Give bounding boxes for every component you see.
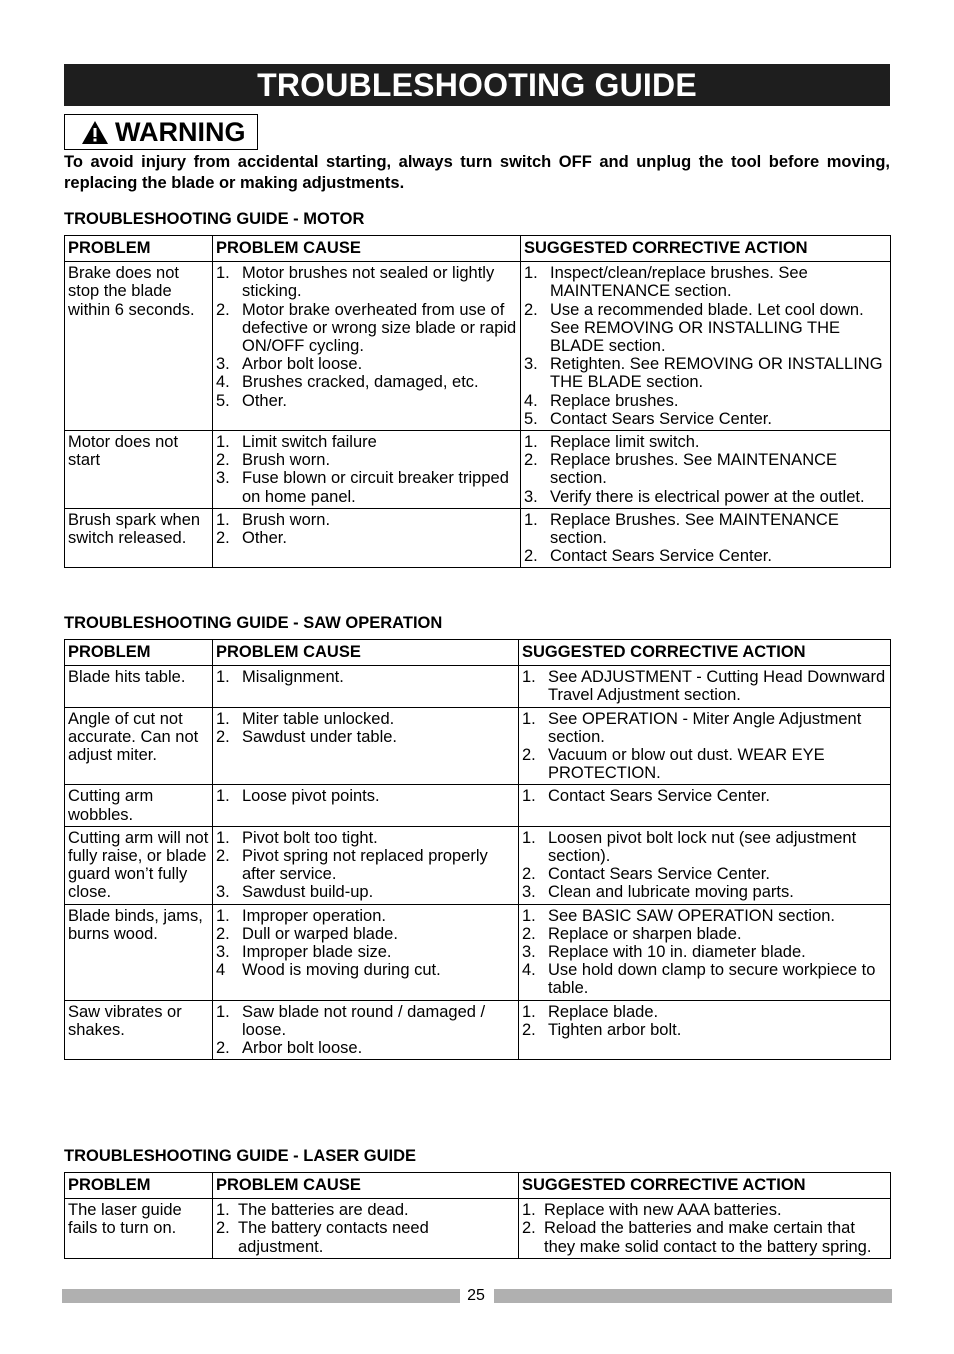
- item-number: 1.: [216, 709, 230, 728]
- item-text: Improper blade size.: [242, 943, 392, 962]
- item-text: Other.: [242, 391, 287, 410]
- action-item: [522, 668, 887, 704]
- action-item: [524, 392, 887, 410]
- action-item: [522, 865, 887, 883]
- item-number: 1.: [216, 510, 230, 529]
- section-title-laser-guide: TROUBLESHOOTING GUIDE - LASER GUIDE: [64, 1147, 417, 1165]
- table-header-row: [65, 1173, 891, 1199]
- item-text: Replace blade.: [548, 1002, 659, 1021]
- item-number: 2.: [522, 924, 536, 943]
- item-text: Replace limit switch.: [550, 433, 700, 452]
- problem-cell: Brake does not stop the blade within 6 seconds.: [65, 262, 213, 431]
- item-number: 3.: [522, 943, 536, 962]
- action-item: [524, 410, 887, 428]
- item-text: Loosen pivot bolt lock nut (see adjustment section).: [548, 828, 857, 866]
- action-item: [522, 829, 887, 865]
- laser-guide-table: [64, 1172, 891, 1259]
- header-problem: PROBLEM: [65, 236, 213, 262]
- item-text: Replace with 10 in. diameter blade.: [548, 943, 806, 962]
- table-header-row: [65, 640, 891, 666]
- header-corrective-action: SUGGESTED CORRECTIVE ACTION: [519, 1173, 891, 1199]
- cause-item: [216, 301, 517, 356]
- item-text: Use a recommended blade. Let cool down. See REMOVING OR INSTALLING THE BLADE section.: [550, 300, 864, 356]
- item-number: 2.: [216, 727, 230, 746]
- item-number: 1.: [522, 668, 536, 687]
- cause-item: [216, 1039, 515, 1057]
- item-text: Sawdust under table.: [242, 727, 398, 746]
- header-problem-cause: PROBLEM CAUSE: [213, 1173, 519, 1199]
- item-text: Verify there is electrical power at the outlet.: [550, 487, 865, 506]
- action-cell: [519, 785, 891, 826]
- item-text: Arbor bolt loose.: [242, 1039, 363, 1058]
- action-cell: [519, 904, 891, 1000]
- item-number: 3.: [216, 469, 230, 488]
- action-item: [524, 264, 887, 300]
- item-text: Saw blade not round / damaged / loose.: [242, 1002, 486, 1039]
- item-number: 1.: [522, 828, 536, 847]
- warning-label: WARNING: [115, 116, 246, 147]
- action-item: [522, 961, 887, 997]
- footer-bar-left: [62, 1289, 460, 1303]
- cause-item: [216, 433, 517, 451]
- cause-item: [216, 710, 515, 728]
- action-cell: [519, 707, 891, 785]
- warning-triangle-icon: [81, 120, 109, 145]
- cause-item: [216, 1219, 515, 1255]
- action-cell: [521, 431, 891, 509]
- item-text: Loose pivot points.: [242, 787, 380, 806]
- item-text: Replace or sharpen blade.: [548, 924, 742, 943]
- item-text: Replace Brushes. See MAINTENANCE section.: [550, 510, 839, 548]
- item-number: 2.: [522, 1020, 536, 1039]
- item-number: 2.: [216, 300, 230, 319]
- item-text: Retighten. See REMOVING OR INSTALLING THE BLADE section.: [550, 355, 883, 392]
- item-text: Other.: [242, 529, 287, 548]
- action-item: [524, 511, 887, 547]
- item-text: Sawdust build-up.: [242, 883, 374, 902]
- problem-cell: Angle of cut not accurate. Can not adjust miter.: [65, 707, 213, 785]
- action-item: [522, 1003, 887, 1021]
- action-item: [522, 943, 887, 961]
- table-row: [65, 431, 891, 509]
- cause-item: [216, 1201, 515, 1219]
- item-number: 3.: [524, 487, 538, 506]
- action-cell: [519, 1199, 891, 1259]
- cause-cell: [213, 508, 521, 568]
- item-number: 1.: [524, 264, 538, 283]
- item-text: Replace brushes.: [550, 391, 679, 410]
- header-problem: PROBLEM: [65, 640, 213, 666]
- item-number: 1.: [216, 1002, 230, 1021]
- item-number: 1.: [216, 828, 230, 847]
- cause-item: [216, 264, 517, 300]
- action-item: [522, 907, 887, 925]
- action-item: [524, 433, 887, 451]
- item-number: 4.: [522, 961, 536, 980]
- problem-cell: Saw vibrates or shakes.: [65, 1000, 213, 1060]
- item-text: Arbor bolt loose.: [242, 355, 363, 374]
- cause-item: [216, 529, 517, 547]
- item-number: 1.: [216, 668, 230, 687]
- header-problem-cause: PROBLEM CAUSE: [213, 640, 519, 666]
- table-header-row: [65, 236, 891, 262]
- item-text: Reload the batteries and make certain that they make solid contact to the battery spring.: [544, 1219, 872, 1256]
- section-title-saw-operation: TROUBLESHOOTING GUIDE - SAW OPERATION: [64, 614, 443, 632]
- item-number: 3.: [524, 355, 538, 374]
- cause-cell: [213, 1000, 519, 1060]
- item-number: 1.: [524, 510, 538, 529]
- warning-box: [64, 114, 258, 150]
- problem-cell: Blade binds, jams, burns wood.: [65, 904, 213, 1000]
- cause-item: [216, 728, 515, 746]
- cause-item: [216, 373, 517, 391]
- item-number: 1.: [216, 264, 230, 283]
- header-problem: PROBLEM: [65, 1173, 213, 1199]
- cause-item: [216, 392, 517, 410]
- action-item: [522, 883, 887, 901]
- item-text: See ADJUSTMENT - Cutting Head Downward Travel Adjustment section.: [548, 668, 886, 705]
- cause-item: [216, 847, 515, 883]
- item-number: 2.: [216, 1039, 230, 1058]
- item-number: 1.: [522, 906, 536, 925]
- action-cell: [519, 666, 891, 707]
- action-cell: [521, 508, 891, 568]
- action-item: [522, 710, 887, 746]
- item-number: 1.: [216, 1201, 230, 1220]
- problem-cell: The laser guide fails to turn on.: [65, 1199, 213, 1259]
- item-number: 1.: [522, 709, 536, 728]
- item-text: The battery contacts need adjustment.: [238, 1219, 429, 1256]
- page-footer: [62, 1289, 892, 1303]
- table-row: [65, 1000, 891, 1060]
- action-item: [522, 787, 887, 805]
- item-text: Limit switch failure: [242, 433, 377, 452]
- item-number: 5.: [524, 409, 538, 428]
- item-text: Miter table unlocked.: [242, 709, 395, 728]
- item-number: 2.: [522, 746, 536, 765]
- item-number: 1.: [524, 433, 538, 452]
- cause-item: [216, 883, 515, 901]
- cause-item: [216, 925, 515, 943]
- cause-item: [216, 451, 517, 469]
- cause-item: [216, 1003, 515, 1039]
- item-text: See OPERATION - Miter Angle Adjustment section.: [548, 709, 862, 746]
- action-item: [522, 925, 887, 943]
- item-text: See BASIC SAW OPERATION section.: [548, 906, 836, 925]
- cause-cell: [213, 826, 519, 904]
- cause-item: [216, 355, 517, 373]
- cause-cell: [213, 785, 519, 826]
- item-number: 2.: [524, 451, 538, 470]
- table-row: [65, 826, 891, 904]
- item-text: Brush worn.: [242, 451, 331, 470]
- item-text: The batteries are dead.: [238, 1201, 409, 1220]
- item-number: 1.: [522, 787, 536, 806]
- problem-cell: Motor does not start: [65, 431, 213, 509]
- problem-cell: Brush spark when switch released.: [65, 508, 213, 568]
- item-number: 2.: [216, 451, 230, 470]
- item-number: 2.: [216, 924, 230, 943]
- item-text: Pivot bolt too tight.: [242, 828, 378, 847]
- item-text: Wood is moving during cut.: [242, 961, 441, 980]
- item-number: 4.: [216, 373, 230, 392]
- action-item: [522, 746, 887, 782]
- cause-cell: [213, 431, 521, 509]
- action-item: [524, 301, 887, 356]
- action-item: [524, 451, 887, 487]
- item-number: 4.: [524, 391, 538, 410]
- item-text: Clean and lubricate moving parts.: [548, 883, 794, 902]
- item-text: Use hold down clamp to secure workpiece to table.: [548, 961, 876, 998]
- item-number: 3.: [216, 883, 230, 902]
- cause-cell: [213, 707, 519, 785]
- item-text: Replace brushes. See MAINTENANCE section.: [550, 451, 838, 488]
- section-title-motor: TROUBLESHOOTING GUIDE - MOTOR: [64, 210, 365, 228]
- footer-bar-right: [494, 1289, 892, 1303]
- item-number: 1.: [216, 433, 230, 452]
- cause-cell: [213, 904, 519, 1000]
- item-number: 4: [216, 961, 226, 980]
- table-row: [65, 666, 891, 707]
- item-number: 3.: [216, 943, 230, 962]
- item-number: 3.: [522, 883, 536, 902]
- item-text: Inspect/clean/replace brushes. See MAINTENANCE section.: [550, 264, 808, 301]
- item-number: 2.: [216, 847, 230, 866]
- action-cell: [519, 826, 891, 904]
- item-text: Misalignment.: [242, 668, 344, 687]
- cause-item: [216, 961, 515, 979]
- action-cell: [521, 262, 891, 431]
- item-text: Tighten arbor bolt.: [548, 1020, 682, 1039]
- item-text: Dull or warped blade.: [242, 924, 398, 943]
- cause-cell: [213, 262, 521, 431]
- item-text: Contact Sears Service Center.: [550, 409, 772, 428]
- header-corrective-action: SUGGESTED CORRECTIVE ACTION: [519, 640, 891, 666]
- item-text: Replace with new AAA batteries.: [544, 1201, 782, 1220]
- item-text: Pivot spring not replaced properly after service.: [242, 847, 488, 884]
- item-number: 2.: [522, 865, 536, 884]
- item-number: 2.: [524, 300, 538, 319]
- action-cell: [519, 1000, 891, 1060]
- cause-cell: [213, 1199, 519, 1259]
- cause-item: [216, 829, 515, 847]
- motor-table: [64, 235, 891, 568]
- cause-item: [216, 469, 517, 505]
- action-item: [522, 1201, 887, 1219]
- item-text: Brush worn.: [242, 510, 331, 529]
- warning-text: To avoid injury from accidental starting, always turn switch OFF and unplug the tool before moving, replacing the blade or making adjustments.: [64, 153, 890, 192]
- cause-item: [216, 668, 515, 686]
- item-text: Fuse blown or circuit breaker tripped on home panel.: [242, 469, 509, 506]
- item-number: 2.: [216, 1219, 230, 1238]
- table-row: [65, 508, 891, 568]
- item-text: Brushes cracked, damaged, etc.: [242, 373, 479, 392]
- action-item: [522, 1021, 887, 1039]
- action-item: [524, 488, 887, 506]
- item-text: Motor brake overheated from use of defective or wrong size blade or rapid ON/OFF cycling.: [242, 300, 517, 356]
- item-text: Improper operation.: [242, 906, 386, 925]
- cause-cell: [213, 666, 519, 707]
- problem-cell: Blade hits table.: [65, 666, 213, 707]
- cause-item: [216, 787, 515, 805]
- header-problem-cause: PROBLEM CAUSE: [213, 236, 521, 262]
- table-row: [65, 262, 891, 431]
- page-number: 25: [467, 1287, 485, 1304]
- problem-cell: Cutting arm wobbles.: [65, 785, 213, 826]
- item-number: 1.: [216, 787, 230, 806]
- table-row: [65, 904, 891, 1000]
- item-number: 5.: [216, 391, 230, 410]
- item-text: Contact Sears Service Center.: [548, 787, 770, 806]
- page-title: TROUBLESHOOTING GUIDE: [64, 64, 890, 106]
- item-number: 2.: [524, 547, 538, 566]
- problem-cell: Cutting arm will not fully raise, or blade guard won’t fully close.: [65, 826, 213, 904]
- action-item: [522, 1219, 887, 1255]
- item-number: 3.: [216, 355, 230, 374]
- item-number: 2.: [522, 1219, 536, 1238]
- item-number: 1.: [216, 906, 230, 925]
- table-row: [65, 1199, 891, 1259]
- item-text: Contact Sears Service Center.: [548, 865, 770, 884]
- header-corrective-action: SUGGESTED CORRECTIVE ACTION: [521, 236, 891, 262]
- table-row: [65, 785, 891, 826]
- action-item: [524, 355, 887, 391]
- action-item: [524, 547, 887, 565]
- item-text: Contact Sears Service Center.: [550, 547, 772, 566]
- cause-item: [216, 511, 517, 529]
- item-number: 1.: [522, 1201, 536, 1220]
- cause-item: [216, 943, 515, 961]
- cause-item: [216, 907, 515, 925]
- item-text: Motor brushes not sealed or lightly sticking.: [242, 264, 495, 301]
- saw-operation-table: [64, 639, 891, 1060]
- item-number: 1.: [522, 1002, 536, 1021]
- item-number: 2.: [216, 529, 230, 548]
- item-text: Vacuum or blow out dust. WEAR EYE PROTECTION.: [548, 746, 825, 783]
- table-row: [65, 707, 891, 785]
